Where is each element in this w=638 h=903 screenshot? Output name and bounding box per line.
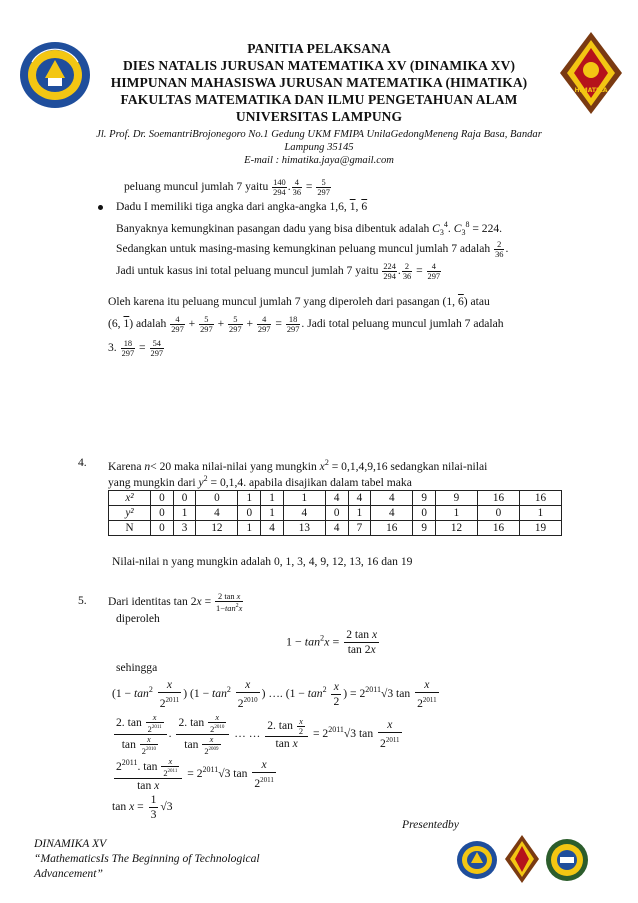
table-cell: 1 xyxy=(283,491,325,506)
row-header: N xyxy=(109,521,151,536)
table-cell: 7 xyxy=(348,521,371,536)
table-cell: 3 xyxy=(173,521,196,536)
table-cell: 4 xyxy=(371,491,413,506)
diperoleh: diperoleh xyxy=(116,612,160,625)
item-5-number: 5. xyxy=(78,594,87,607)
table-cell: 0 xyxy=(325,506,348,521)
value-table xyxy=(108,490,562,536)
footer-line-2: “MathematicsIs The Beginning of Technological xyxy=(34,852,260,865)
table-cell: 1 xyxy=(261,506,284,521)
table-cell: 0 xyxy=(477,506,519,521)
table-cell: 0 xyxy=(238,506,261,521)
table-cell: 16 xyxy=(477,521,519,536)
table-cell: 9 xyxy=(435,491,477,506)
sehingga: sehingga xyxy=(116,661,158,674)
address-line-1: Jl. Prof. Dr. SoemantriBrojonegoro No.1 Gedung UKM FMIPA UnilaGedongMeneng Raja Basa, Bandar xyxy=(96,129,542,140)
table-row xyxy=(109,521,562,536)
table-cell: 12 xyxy=(435,521,477,536)
item-4-line-2: yang mungkin dari $y^2 = 0,1,4$. apabila disajikan dalam tabel maka xyxy=(108,474,412,489)
table-cell: 19 xyxy=(519,521,561,536)
table-cell: 9 xyxy=(413,521,436,536)
table-cell: 4 xyxy=(325,521,348,536)
address-line-2: Lampung 35145 xyxy=(284,142,354,153)
table-cell: 0 xyxy=(151,521,174,536)
footer-university-logo xyxy=(456,840,498,880)
presented-by: Presentedby xyxy=(402,818,459,831)
header-line-5: UNIVERSITAS LAMPUNG xyxy=(235,109,403,124)
table-cell: 1 xyxy=(435,506,477,521)
line-adalah: (6, 1) adalah $\frac{4}{297}$ + $\frac{5}{297}$ + $\frac{5}{297}$ + $\frac{4}{297}$ = $\frac{18}{297}$ . Jadi total peluang muncul jumlah 7 adalah xyxy=(108,315,504,334)
eq-simplified: $2^{2011}$. tan $\frac{x}{2^{2011}}$ tan x = $2^{2011}√3$ tan $\frac{x}{2^{2011}}$ xyxy=(116,756,274,792)
table-cell: 4 xyxy=(196,506,238,521)
item-4-number: 4. xyxy=(78,456,87,469)
table-cell: 1 xyxy=(238,491,261,506)
line-jadi-untuk: Jadi untuk kasus ini total peluang muncul jumlah 7 yaitu $\frac{224}{294}$ . $\frac{2}{36}$ = $\frac{4}{297}$ xyxy=(116,262,441,281)
table-cell: 4 xyxy=(371,506,413,521)
line-oleh-karena: Oleh karena itu peluang muncul jumlah 7 yang diperoleh dari pasangan (1, 6) atau xyxy=(108,295,490,308)
email-line: E-mail : himatika.jaya@gmail.com xyxy=(244,155,394,166)
table-cell: 16 xyxy=(519,491,561,506)
table-cell: 4 xyxy=(283,506,325,521)
eq-product: ($1 - \tan^2$ $\frac{x}{2^{2011}}$ ) ($1 - \tan^2$ $\frac{x}{2^{2010}}$ ) …. ($1 - \tan^2$ $\frac{x}{2}$ ) = $2^{2011}√3$ tan $\frac{x}{2^{2011}}$ xyxy=(112,678,437,710)
header-line-2: DIES NATALIS JURUSAN MATEMATIKA XV (DINAMIKA XV) xyxy=(122,58,516,73)
row-header: x² xyxy=(109,491,151,506)
table-cell: 1 xyxy=(173,506,196,521)
table-cell: 4 xyxy=(348,491,371,506)
table-cell: 1 xyxy=(238,521,261,536)
svg-text:HIMATIKA: HIMATIKA xyxy=(574,87,608,94)
table-cell: 4 xyxy=(325,491,348,506)
header-line-4: FAKULTAS MATEMATIKA DAN ILMU PENGETAHUAN ALAM xyxy=(120,92,518,107)
header-line-1: PANITIA PELAKSANA xyxy=(247,41,391,56)
table-row xyxy=(109,506,562,521)
line-peluang-7: peluang muncul jumlah 7 yaitu $\frac{140}{294}$ . $\frac{4}{36}$ = $\frac{5}{297}$ xyxy=(124,178,330,197)
table-cell: 9 xyxy=(413,491,436,506)
line-sedangkan: Sedangkan untuk masing-masing kemungkinan peluang muncul jumlah 7 adalah $\frac{2}{36}$ . xyxy=(116,240,509,259)
table-cell: 0 xyxy=(173,491,196,506)
item-5-line-1: Dari identitas tan 2x = $\frac{\text{2 tan x}}{1-\tan^2x}$ xyxy=(108,592,243,613)
table-cell: 13 xyxy=(283,521,325,536)
table-cell: 0 xyxy=(151,491,174,506)
footer-dinamika-logo xyxy=(544,838,590,882)
footer-himatika-logo xyxy=(504,834,540,884)
eq-ratio: 2. tan $\frac{x}{2^{2011}}$ tan $\frac{x}{2^{2010}}$ . 2. tan $\frac{x}{2^{2010}}$ tan $\frac{x}{2^{2009}}$ … … 2. tan $\frac{x}{2}$ tan x = $2^{2011}√3$ tan $\frac{x}{2^{2011}}$ xyxy=(116,713,400,756)
eq-identity: $1 - \tan^2x$ = $\frac{\text{2 tan x}}{\tan 2x}$ xyxy=(286,628,378,656)
row-header: y² xyxy=(109,506,151,521)
table-cell: 12 xyxy=(196,521,238,536)
nilai-mungkin: Nilai-nilai n yang mungkin adalah 0, 1, 3, 4, 9, 12, 13, 16 dan 19 xyxy=(112,555,413,568)
table-row xyxy=(109,491,562,506)
table-cell: 4 xyxy=(261,521,284,536)
footer-line-3: Advancement” xyxy=(34,867,103,880)
line-banyaknya: Banyaknya kemungkinan pasangan dadu yang bisa dibentuk adalah $C_3^4$. $C_3^8 = 224$. xyxy=(116,220,503,238)
table-cell: 0 xyxy=(196,491,238,506)
footer-line-1: DINAMIKA XV xyxy=(34,837,107,850)
line-dadu-1: Dadu I memiliki tiga angka dari angka-angka 1,6, 1, 6 xyxy=(116,200,368,213)
table-cell: 16 xyxy=(477,491,519,506)
table-cell: 1 xyxy=(348,506,371,521)
bullet xyxy=(98,205,103,210)
item-4-line-1: Karena n< 20 maka nilai-nilai yang mungkin $x^2 = 0,1,4,9,16$ sedangkan nilai-nilai xyxy=(108,458,488,473)
line-total-3: 3. $\frac{18}{297}$ = $\frac{54}{297}$ xyxy=(108,339,164,358)
table-cell: 16 xyxy=(371,521,413,536)
table-cell: 1 xyxy=(519,506,561,521)
table-cell: 0 xyxy=(413,506,436,521)
eq-result: tan x = $\frac{1}{3}$ √3 xyxy=(112,793,173,821)
table-cell: 1 xyxy=(261,491,284,506)
header-line-3: HIMPUNAN MAHASISWA JURUSAN MATEMATIKA (HIMATIKA) xyxy=(110,75,528,90)
table-cell: 0 xyxy=(151,506,174,521)
